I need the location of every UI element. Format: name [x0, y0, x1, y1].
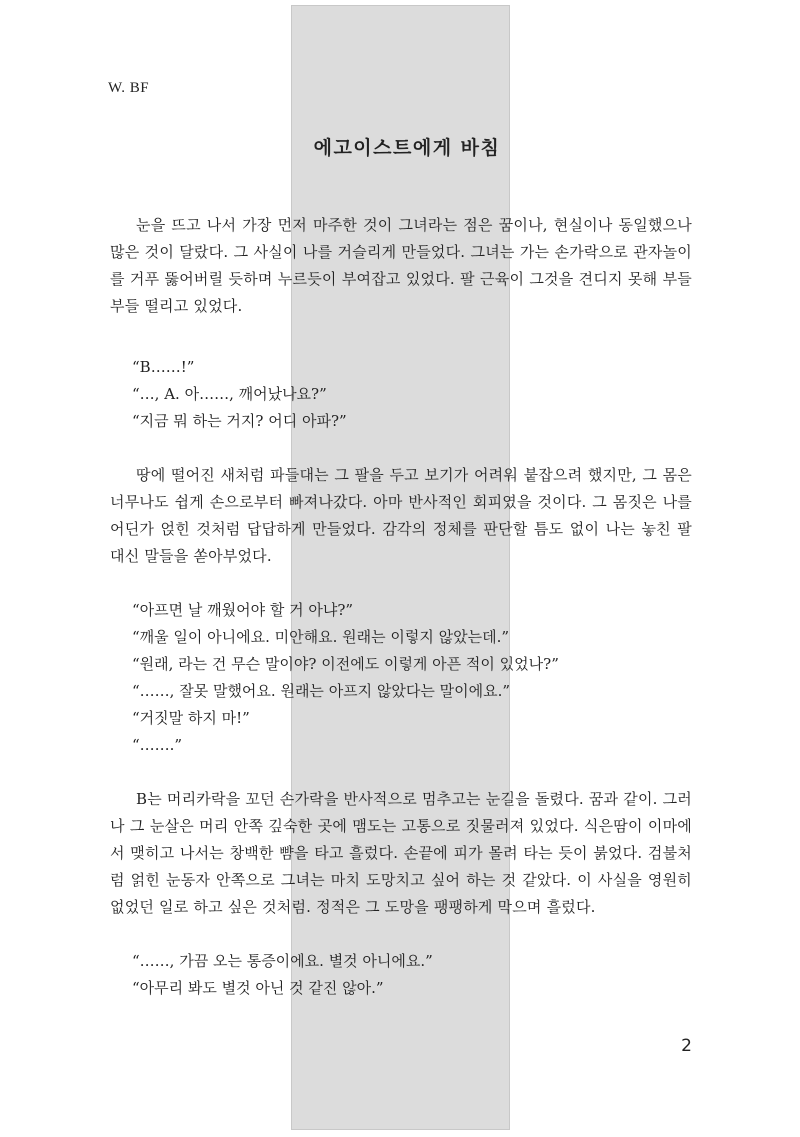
dialogue-block	[110, 597, 692, 759]
paragraph: B는 머리카락을 꼬던 손가락을 반사적으로 멈추고는 눈길을 돌렸다. 꿈과 같이. 그러나 그 눈살은 머리 안쪽 깊숙한 곳에 맴도는 고통으로 짓물러져 있었다. 식은땀이 이마에서 맺히고 나서는 창백한 뺨을 타고 흘렀다. 손끝에 피가 몰려 타는 듯이 붉었다. 검불처럼 얽힌 눈동자 안쪽으로 그녀는 마치 도망치고 싶어 하는 것 같았다. 이 사실을 영원히 없었던 일로 하고 싶은 것처럼. 정적은 그 도망을 팽팽하게 막으며 흘렀다.	[110, 790, 692, 916]
paragraph: 눈을 뜨고 나서 가장 먼저 마주한 것이 그녀라는 점은 꿈이나, 현실이나 동일했으나 많은 것이 달랐다. 그 사실이 나를 거슬리게 만들었다. 그녀는 가는 손가락으로 관자놀이를 거푸 뚫어버릴 듯하며 누르듯이 부여잡고 있었다. 팔 근육이 그것을 견디지 못해 부들부들 떨리고 있었다.	[110, 216, 692, 315]
dialogue-line: “B……!”	[132, 358, 195, 376]
dialogue-line: “……, 잘못 말했어요. 원래는 아프지 않았다는 말이에요.”	[132, 682, 511, 700]
dialogue-line: “깨울 일이 아니에요. 미안해요. 원래는 이렇지 않았는데.”	[132, 628, 510, 646]
dialogue-line: “……, 가끔 오는 통증이에요. 별것 아니에요.”	[132, 952, 433, 970]
author-header: W. BF	[108, 80, 150, 96]
document-body	[110, 212, 692, 1002]
dialogue-line: “거짓말 하지 마!”	[132, 709, 250, 727]
page-title: 에고이스트에게 바침	[313, 137, 501, 159]
dialogue-line: “…, A. 아……, 깨어났나요?”	[132, 385, 327, 403]
dialogue-line: “원래, 라는 건 무슨 말이야? 이전에도 이렇게 아픈 적이 있었나?”	[132, 655, 559, 673]
dialogue-line: “아프면 날 깨웠어야 할 거 아냐?”	[132, 601, 354, 619]
dialogue-block	[110, 354, 692, 435]
page-number: 2	[681, 1036, 692, 1056]
dialogue-line: “아무리 봐도 별것 아닌 것 같진 않아.”	[132, 979, 384, 997]
dialogue-line: “지금 뭐 하는 거지? 어디 아파?”	[132, 412, 347, 430]
dialogue-line: “…….”	[132, 736, 183, 754]
paragraph: 땅에 떨어진 새처럼 파들대는 그 팔을 두고 보기가 어려워 붙잡으려 했지만, 그 몸은 너무나도 쉽게 손으로부터 빠져나갔다. 아마 반사적인 회피였을 것이다. 그 몸짓은 나를 어딘가 얹힌 것처럼 답답하게 만들었다. 감각의 정체를 판단할 틈도 없이 나는 놓친 팔 대신 말들을 쏟아부었다.	[110, 466, 692, 565]
dialogue-block	[110, 948, 692, 1002]
